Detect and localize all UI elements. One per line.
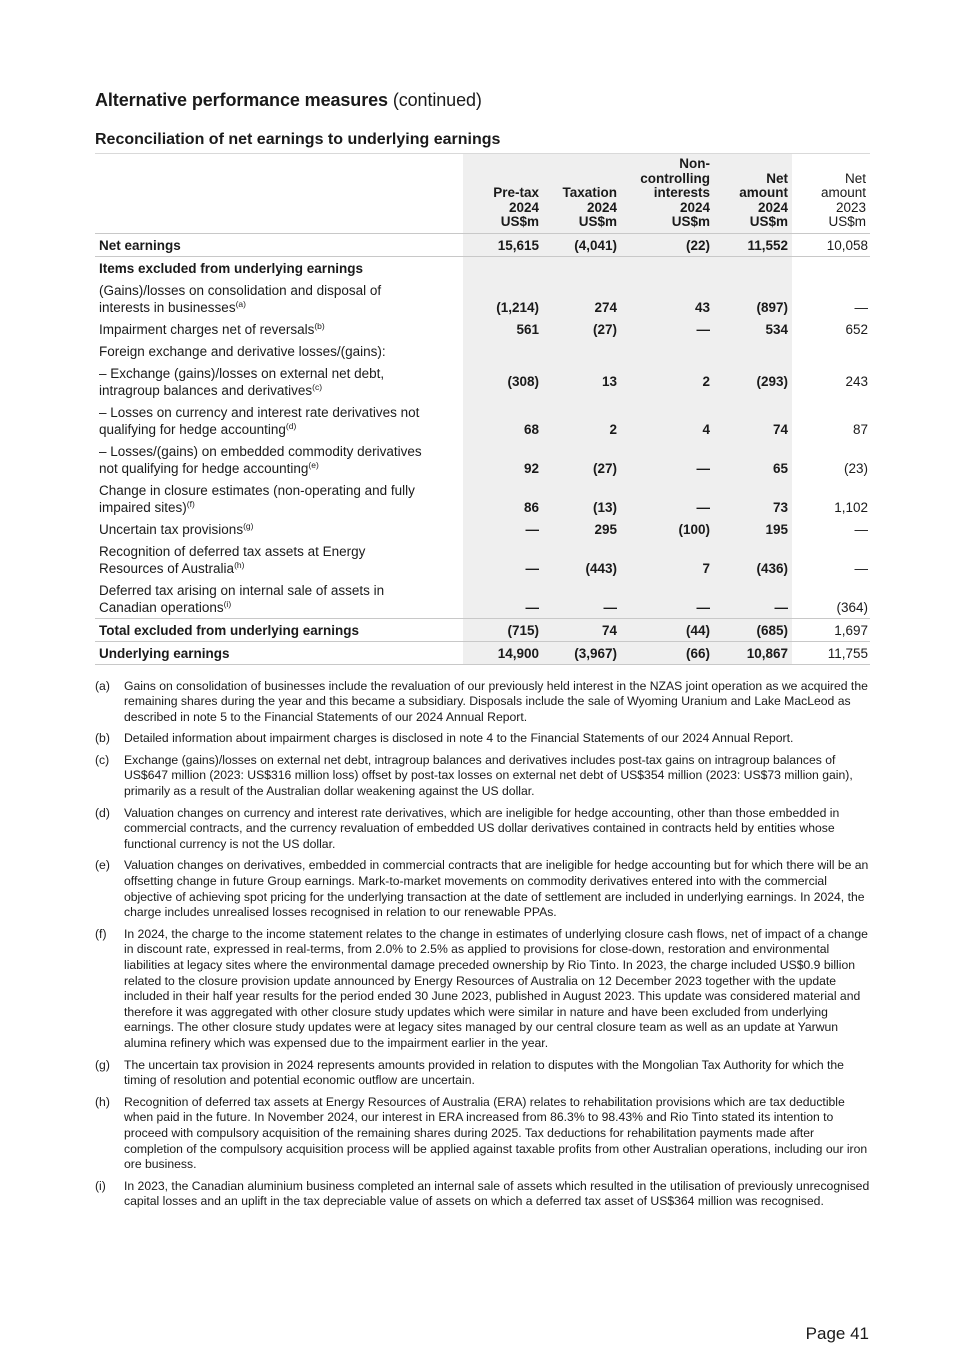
row-net-earnings: Net earnings 15,615 (4,041) (22) 11,552 10,058: [95, 233, 870, 256]
row-closure-estimates: Change in closure estimates (non-operating and fully impaired sites)$^{(f)}$ 86 (13) — 73 1,102: [95, 479, 870, 518]
row-uncertain-tax: Uncertain tax provisions$^{(g)}$ — 295 (100) 195 —: [95, 518, 870, 540]
title-continued: (continued): [392, 90, 482, 110]
row-fx-header: Foreign exchange and derivative losses/(gains):: [95, 340, 870, 362]
page-content: [95, 90, 870, 1216]
reconciliation-table: [95, 153, 870, 665]
section-title: Reconciliation of net earnings to underlying earnings: [95, 131, 501, 148]
row-impairment: Impairment charges net of reversals$^{(b)}$ 561 (27) — 534 652: [95, 318, 870, 340]
footnote: (d) Valuation changes on currency and interest rate derivatives, which are ineligible for hedge accounting, other than those embedded in commercial contracts, and the currency revaluation of embedded US dollar derivatives contained in contracts held by entities whose functional currency is not the US dollar.: [95, 805, 840, 851]
row-deferred-tax-canada: Deferred tax arising on internal sale of assets in Canadian operations$^{(i)}$ — — — — (364): [95, 579, 870, 619]
footnote: (c) Exchange (gains)/losses on external net debt, intragroup balances and derivatives includes post-tax gains on intragroup balances of US$647 million (2023: US$316 million loss) offset by post-tax losses on external net debt of US$354 million (2023: US$73 million gain), primarily as a result of the Australian dollar weakening against the US dollar.: [95, 752, 853, 799]
row-gains-losses-consolidation: (Gains)/losses on consolidation and disposal of interests in businesses$^{(a)}$ (1,214) 274 43 (897) —: [95, 279, 870, 318]
footnote: (e) Valuation changes on derivatives, embedded in commercial contracts that are ineligible for hedge accounting but for which there will be an offsetting change in future Group earnings. Mark-to-market movements on commodity derivatives entered into with the commercial objective of achieving spot pricing for the underlying transaction at the date of settlement are included in underlying earnings. In 2024, the charge includes unrealised losses recognised in relation to our renewable PPAs.: [95, 858, 869, 920]
page-number: Page 41: [805, 1324, 869, 1343]
footnote: (g) The uncertain tax provision in 2024 represents amounts provided in relation to disputes with the Mongolian Tax Authority for which the timing of resolution and potential economic outflow are uncertain.: [95, 1057, 844, 1088]
header-pretax-2024: Pre-tax 2024 US$m: [463, 154, 543, 234]
row-items-excluded-header: Items excluded from underlying earnings: [95, 256, 870, 279]
row-underlying-earnings: Underlying earnings 14,900 (3,967) (66) 10,867 11,755: [95, 641, 870, 664]
header-taxation-2024: Taxation 2024 US$m: [543, 154, 621, 234]
row-total-excluded: Total excluded from underlying earnings (715) 74 (44) (685) 1,697: [95, 618, 870, 641]
header-net-2023: Net amount 2023 US$m: [792, 154, 870, 234]
header-net-2024: Net amount 2024 US$m: [714, 154, 792, 234]
header-nci-2024: Non- controlling interests 2024 US$m: [621, 154, 714, 234]
table-header-row: [95, 154, 870, 234]
footnote: (h) Recognition of deferred tax assets at Energy Resources of Australia (ERA) relates to rehabilitation provisions which are tax deductible when paid in the future. In November 2024, our interest in ERA increased from 86.3% to 98.43% and Rio Tinto stated its intention to proceed with compulsory acquisition of the remaining shares during 2025. Tax deductions for rehabilitation payments made after completion of the compulsory acquisition process will be applied against taxable profits from other Australian operations, including our iron ore business.: [95, 1094, 868, 1172]
header-label-cell: [95, 154, 463, 234]
footnote: (f) In 2024, the charge to the income statement relates to the change in estimates of underlying closure cash flows, net of impact of a change in discount rate, expressed in real-terms, from 2.0% to 2.5% as applied to provisions for close-down, restoration and environmental liabilities at legacy sites where the environmental damage preceded ownership by Rio Tinto. In 2023, the charge included US$0.9 billion related to the closure provision update announced by Energy Resources of Australia on 12 December 2023 together with the update included in their half year results for the period ended 30 June 2023, published in August 2023. This update was considered material and therefore it was aggregated with other closure study updates which were similar in nature and have been excluded from underlying earnings. The other closure study updates were at legacy sites managed by our central closure team as well as an update at Yarwun alumina refinery which was expensed due to the impairment earlier in the year.: [95, 926, 868, 1050]
footnote: (a) Gains on consolidation of businesses include the revaluation of our previously held interest in the NZAS joint operation as we acquired the remaining shares during the year and this became a subsidiary. Disposals include the sale of Wyoming Uranium and Lake MacLeod as described in note 5 to the Financial Statements of our 2024 Annual Report.: [95, 678, 868, 724]
row-exchange: – Exchange (gains)/losses on external net debt, intragroup balances and derivatives$^{(c)}$ (308) 13 2 (293) 243: [95, 362, 870, 401]
page-title: Alternative performance measures (continued): [95, 90, 482, 110]
footnote: (i) In 2023, the Canadian aluminium business completed an internal sale of assets which resulted in the utilisation of previously unrecognised capital losses and an uplift in the tax depreciable value of assets on which a deferred tax asset of US$364 million was recognised.: [95, 1178, 870, 1209]
row-deferred-tax-era: Recognition of deferred tax assets at Energy Resources of Australia$^{(h)}$ — (443) 7 (436) —: [95, 540, 870, 579]
footnotes: [95, 679, 870, 1210]
row-currency-derivatives: – Losses on currency and interest rate derivatives not qualifying for hedge accounting$^{(d)}$ 68 2 4 74 87: [95, 401, 870, 440]
footnote: (b) Detailed information about impairment charges is disclosed in note 4 to the Financial Statements of our 2024 Annual Report.: [95, 731, 794, 746]
row-embedded-derivatives: – Losses/(gains) on embedded commodity derivatives not qualifying for hedge accounting$^{(e)}$ 92 (27) — 65 (23): [95, 440, 870, 479]
